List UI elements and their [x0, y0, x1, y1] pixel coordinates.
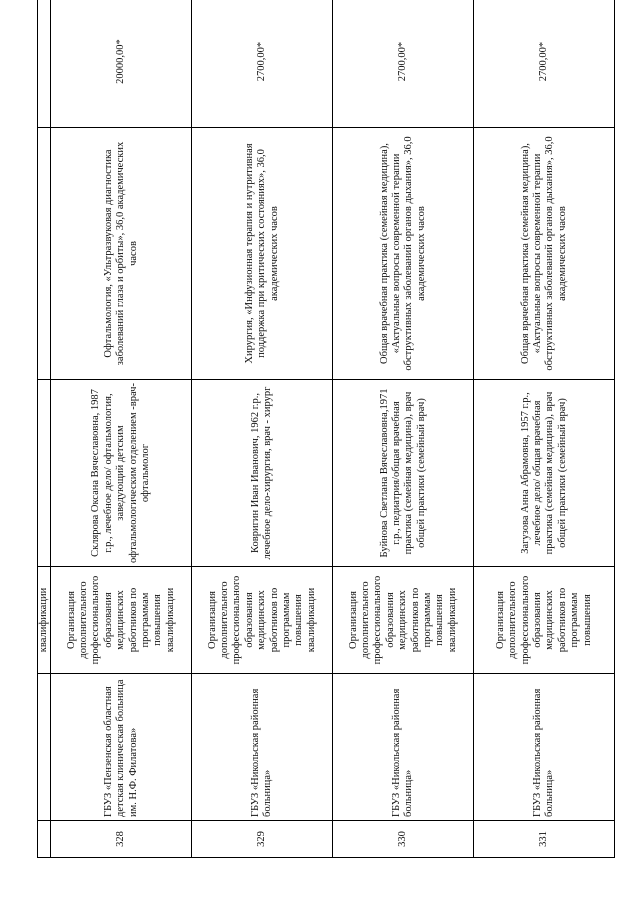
specialist-info: Ковригин Иван Иванович, 1962 г.р., лечебное дело-хирургия, врач - хирург: [192, 380, 333, 567]
rotated-page: [37, 38, 605, 858]
program-text: Организация дополнительного профессионального образования медицинских работников по программам повышения квалификации: [347, 575, 458, 665]
row-number: 331: [474, 821, 615, 858]
header-price-cell: [38, 0, 51, 128]
organization-name: ГБУЗ «Пензенская областная детская клиническая больница им. Н.Ф. Филатова»: [51, 674, 192, 821]
course-price: 2700,00*: [474, 0, 615, 128]
table-header-row: [38, 0, 51, 858]
program-description: [474, 567, 615, 674]
course-price: 2700,00*: [333, 0, 474, 128]
course-price: 20000,00*: [51, 0, 192, 128]
header-num-cell: [38, 821, 51, 858]
program-text: Организация дополнительного профессионального образования медицинских работников по программам повышения квалификации: [206, 575, 317, 665]
table-row: [51, 0, 192, 858]
table-row: [333, 0, 474, 858]
organization-name: ГБУЗ «Никольская районная больница»: [333, 674, 474, 821]
row-number: 328: [51, 821, 192, 858]
course-info: Общая врачебная практика (семейная медицина), «Актуальные вопросы современной терапии обструктивных заболеваний органов дыхания», 36,0 академических часов: [474, 128, 615, 380]
header-spec-cell: [38, 380, 51, 567]
header-prog-cell: квалификации: [38, 567, 51, 674]
organization-name: ГБУЗ «Никольская районная больница»: [474, 674, 615, 821]
course-info: Офтальмология, «Ультразвуковая диагностика заболеваний глаза и орбиты», 36,0 академических часов: [51, 128, 192, 380]
specialist-info: Загузова Анна Абрамовна, 1957 г.р., лечебное дело/ общая врачебная практика (семейная медицина), врач общей практики (семейный врач): [474, 380, 615, 567]
header-org-cell: [38, 674, 51, 821]
training-table: [37, 0, 615, 858]
program-description: [51, 567, 192, 674]
course-info: Хирургия, «Инфузионная терапия и нутритивная поддержка при критических состояниях», 36,0 академических часов: [192, 128, 333, 380]
specialist-info: Буйнова Светлана Вячеславовна,1971 г.р., педиатрия/общая врачебная практика (семейная медицина), врач общей практики (семейный врач): [333, 380, 474, 567]
program-text: Организация дополнительного профессионального образования медицинских работников по программам повышения: [494, 575, 593, 665]
table-row: [192, 0, 333, 858]
organization-name: ГБУЗ «Никольская районная больница»: [192, 674, 333, 821]
course-info: Общая врачебная практика (семейная медицина), «Актуальные вопросы современной терапии обструктивных заболеваний органов дыхания», 36,0 академических часов: [333, 128, 474, 380]
course-price: 2700,00*: [192, 0, 333, 128]
row-number: 329: [192, 821, 333, 858]
row-number: 330: [333, 821, 474, 858]
program-text: Организация дополнительного профессионального образования медицинских работников по программам повышения квалификации: [65, 575, 176, 665]
header-course-cell: [38, 128, 51, 380]
program-description: [333, 567, 474, 674]
program-description: [192, 567, 333, 674]
table-row: [474, 0, 615, 858]
specialist-info: Склярова Оксана Вячеславовна, 1987 г.р., лечебное дело/ офтальмология, заведующий детским офтальмологическим отделением -врач-офтальмолог: [51, 380, 192, 567]
